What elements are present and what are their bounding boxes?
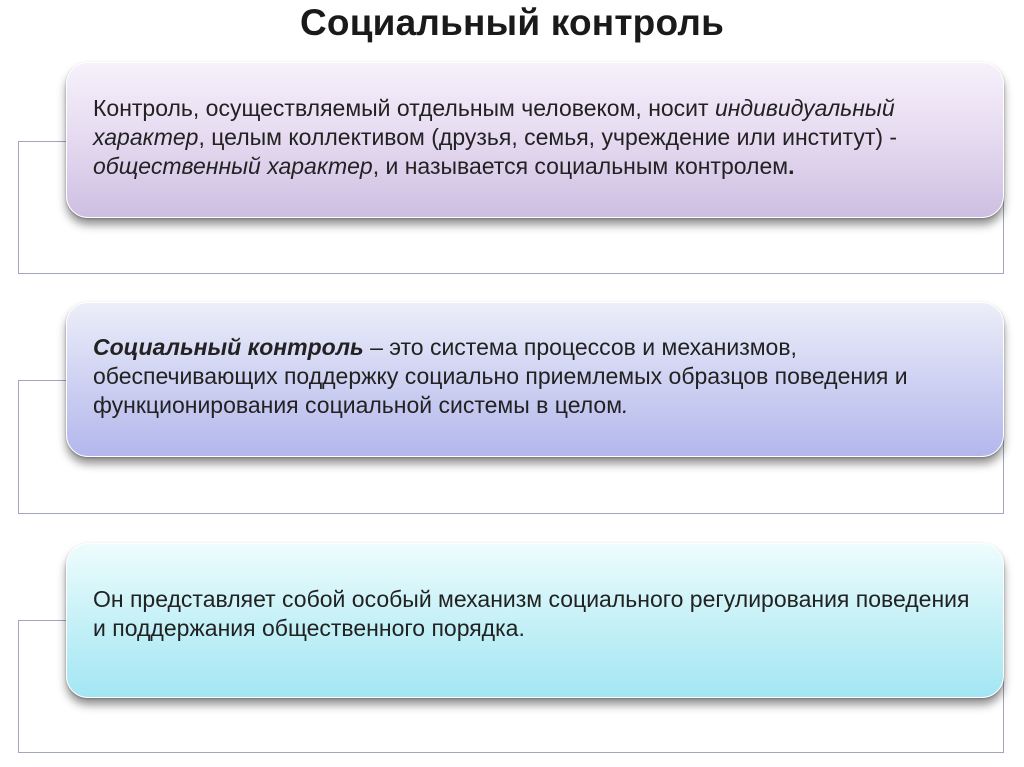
card-1-text	[93, 94, 981, 181]
card-1-part-1: Контроль, осуществляемый отдельным человеком, носит	[93, 94, 715, 121]
card-1-part-3: , целым коллективом (друзья, семья, учреждение или институт) -	[198, 123, 898, 150]
card-definition	[66, 302, 1004, 457]
page-title: Социальный контроль	[299, 2, 725, 43]
card-1-individual-term: индивидуальный характер	[93, 94, 895, 150]
card-1-period: .	[788, 152, 795, 179]
card-mechanism	[66, 543, 1004, 698]
card-2-term: Социальный контроль	[93, 334, 364, 360]
card-2-text	[93, 333, 981, 420]
card-2-definition: – это система процессов и механизмов, обеспечивающих поддержку социально приемлемых образцов поведения и функционирования социальной системы в целом	[93, 334, 908, 418]
card-1-part-5: , и называется социальным контролем	[372, 152, 789, 179]
card-2-period: .	[622, 392, 629, 418]
card-1-social-term: общественный характер	[93, 152, 373, 179]
card-individual-control	[66, 62, 1004, 218]
card-3-text: Он представляет собой особый механизм социального регулирования поведения и поддержания общественного порядка.	[93, 585, 970, 641]
